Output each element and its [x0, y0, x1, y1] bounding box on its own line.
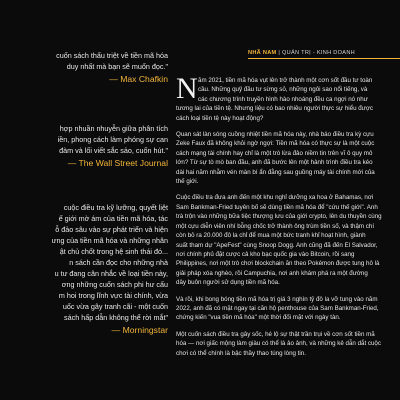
text-line: giải pháp xóa nghèo, rồi Campuchia, nơi anh khám phá ra một đường [176, 269, 368, 277]
text-line: hóa — nơi giấc mộng làm giàu có thể là ảo ảnh, và những kẻ dẫn dắt cuộc [176, 340, 381, 348]
text-line: Sam Bankman-Fried tuyên bố sẽ dùng tiền mã hóa để "cứu thế giới". Anh [176, 203, 378, 211]
quote-line: m hoi trong lĩnh vực tài chính, vừa [58, 291, 168, 300]
text-line: Philippines, nơi một trò chơi blockchain ăn theo Pokémon được tung hô là [176, 260, 380, 268]
text-line: các chương trình truyền hình hào nhoáng đều ca ngợi nó như [198, 95, 368, 103]
text-line: ăm 2021, tiền mã hóa vụt lên trở thành một cơn sốt đầu tư toàn [198, 77, 373, 84]
quote-attribution: — Morningstar [111, 325, 168, 335]
quote-line: cuộc điều tra kỹ lưỡng, quyết liệt [63, 203, 168, 212]
quote-attribution: — The Wall Street Journal [67, 158, 168, 168]
text-line: 2022, anh đã có mặt ngay tại căn hộ penthouse của Sam Bankman-Fried, [176, 304, 379, 312]
section-name: | QUẢN TRỊ - KINH DOANH [278, 50, 355, 56]
book-description [176, 72, 400, 365]
text-line: dài hai năm nhằm vén màn bí ẩn đằng sau guồng máy tài chính mới của [176, 168, 375, 176]
review-quote-3 [0, 202, 168, 336]
text-line: nơi chính phủ đặt cược cả kho bạc quốc gia vào Bitcoin, rồi sang [176, 250, 355, 258]
text-line: còn bỏ ra 20.000 đô la chỉ để mua một bức tranh khỉ hoạt hình, giành [176, 232, 366, 240]
quote-attribution: — Max Chafkin [109, 74, 168, 84]
review-quote-1 [0, 50, 168, 85]
text-line: Một cuốn sách điều tra gây sốc, hé lộ sự thật trần trụi về cơn sốt tiền mã [176, 330, 375, 338]
quote-line: uốc vừa gây tranh cãi - một cuốn [62, 302, 168, 311]
paragraph-1 [176, 72, 400, 123]
text-line: Cuộc điều tra đưa anh đến một khu nghỉ dưỡng xa hoa ở Bahamas, nơi [176, 194, 374, 202]
quotes-column [0, 0, 168, 400]
quote-line: hợp nhuần nhuyễn giữa phân tích [59, 124, 168, 133]
text-line: thế giới. [176, 178, 199, 186]
paragraph-5 [176, 330, 400, 358]
text-line: tương lai của tiền tệ. Nhưng liệu có bao nhiêu người thực sự hiểu được [176, 105, 373, 113]
review-quote-2 [0, 123, 168, 169]
text-line: cách loại tiền tệ này hoạt động? [176, 114, 264, 122]
text-line: dây buôn người sử dụng tiền mã hóa. [176, 279, 280, 287]
text-line: trà trộn vào những bữa tiệc thượng lưu của giới crypto, lên du thuyền cùng [176, 213, 382, 221]
text-line: Và rồi, khi bong bóng tiền mã hóa trị giá 3 nghìn tỷ đô la vỡ tung vào năm [176, 295, 378, 303]
description-column [176, 0, 400, 400]
text-line: chứng kiến "vua tiền mã hóa" một thời đối mặt với ngày tàn. [176, 314, 341, 322]
publisher-brand: NHÃ NAM [248, 50, 277, 56]
text-line: chơi có thể chính là bậc thầy thao túng lòng tin. [176, 349, 306, 357]
publisher-section-label [248, 50, 355, 56]
text-line: lớn? Từ sự tò mò ban đầu, anh đã bước lên một hành trình điều tra kéo [176, 159, 373, 167]
quote-line: u tư đang cân nhắc về loại tiền này, [54, 269, 168, 278]
paragraph-4 [176, 295, 400, 323]
quote-line: ỗ đảo sâu vào sự phát triển và hiện [55, 225, 168, 234]
quote-line: iền, phong cách làm phóng sự can [57, 135, 168, 144]
quote-line: ơng những cuốn sách phi hư cấu [61, 280, 168, 289]
quote-line: cuốn sách thấu triệt về tiền mã hóa [56, 51, 168, 60]
paragraph-2 [176, 130, 400, 186]
text-line: suất tham dự "ApeFest" cùng Snoop Dogg. Anh cũng đã đến El Salvador, [176, 241, 378, 249]
quote-line: sách hấp dẫn không thể rời mắt" [64, 313, 168, 322]
quote-line: duy nhất mà bạn sẽ muốn đọc." [66, 62, 168, 71]
quote-line: ật chủ chốt trong hệ sinh thái đó... [59, 247, 168, 256]
text-line: Zeke Faux đã không khỏi ngờ ngợi: Tiền mã hóa có thực sự là một cuộc [176, 140, 375, 148]
drop-cap: N [176, 72, 198, 105]
text-line: cách mạng tài chính hay chỉ là một trò lừa đảo niềm tin trên vĩ ô quy mô [176, 149, 373, 157]
text-line: cầu. Những quỹ đầu tư sừng sỏ, những ngôi sao nổi tiếng, và [198, 86, 368, 94]
quote-line: ế giới mờ ám của tiền mã hóa, tác [58, 214, 168, 223]
text-line: một cựu diễn viên nhí bỗng chốc trở thành ông trùm tiền số, và thậm chí [176, 222, 375, 230]
quote-line: đàm và lối viết sắc sảo, cuốn hút." [59, 146, 168, 155]
quote-line: n sách cần đọc cho những nhà [69, 258, 168, 267]
paragraph-3 [176, 193, 400, 287]
text-line: Quan sát làn sóng cuồng nhiệt tiền mã hóa này, nhà báo điều tra kỳ cựu [176, 131, 374, 139]
section-divider [248, 58, 400, 59]
quote-line: ưng của tiền mã hóa và những nhân [51, 236, 168, 245]
